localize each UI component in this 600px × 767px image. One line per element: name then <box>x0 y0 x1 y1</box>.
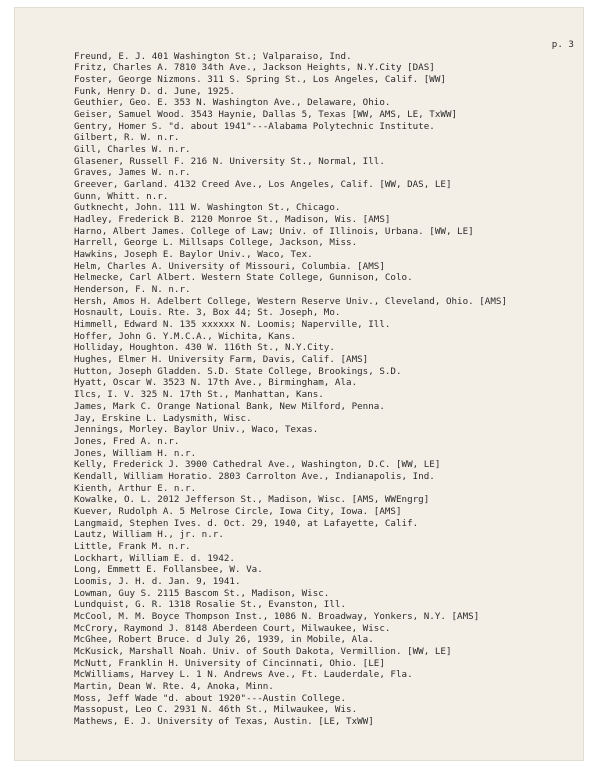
list-item <box>74 144 574 156</box>
list-item <box>74 634 574 646</box>
entry-text: Himmell, Edward N. 135 xxxxxx N. Loomis; Naperville, Ill. <box>74 319 391 331</box>
list-item <box>74 132 574 144</box>
entry-text: Gutknecht, John. 111 W. Washington St., Chicago. <box>74 202 341 214</box>
entry-text: McNutt, Franklin H. University of Cincinnati, Ohio. [LE] <box>74 657 385 669</box>
list-item <box>74 506 574 518</box>
list-item <box>74 179 574 191</box>
list-item <box>74 611 574 623</box>
entry-text: Helmecke, Carl Albert. Western State College, Gunnison, Colo. <box>74 272 413 284</box>
list-item <box>74 39 574 51</box>
list-item <box>74 669 574 681</box>
entry-text: Jennings, Morley. Baylor Univ., Waco, Texas. <box>74 424 319 436</box>
list-item <box>74 494 574 506</box>
list-item <box>74 553 574 565</box>
list-item <box>74 576 574 588</box>
entry-text: Geuthier, Geo. E. 353 N. Washington Ave., Delaware, Ohio. <box>74 97 391 109</box>
entry-text: Geiser, Samuel Wood. 3543 Haynie, Dallas 5, Texas [WW, AMS, LE, TxWW] <box>74 109 458 121</box>
entry-text: Hughes, Elmer H. University Farm, Davis, Calif. [AMS] <box>74 354 369 366</box>
entry-text: McWilliams, Harvey L. 1 N. Andrews Ave., Ft. Lauderdale, Fla. <box>74 669 413 681</box>
list-item <box>74 191 574 203</box>
entry-text: Gunn, Whitt. n.r. <box>74 190 169 202</box>
entry-text: Massopust, Leo C. 2931 N. 46th St., Milwaukee, Wis. <box>74 704 358 716</box>
list-item <box>74 319 574 331</box>
list-item <box>74 424 574 436</box>
entry-text: Jay, Erskine L. Ladysmith, Wisc. <box>74 412 252 424</box>
entry-text: Lundquist, G. R. 1318 Rosalie St., Evanston, Ill. <box>74 599 347 611</box>
entry-text: Hawkins, Joseph E. Baylor Univ., Waco, Tex. <box>74 249 313 261</box>
entry-text: Kowalke, O. L. 2012 Jefferson St., Madison, Wisc. [AMS, WWEngrg] <box>74 494 430 506</box>
list-item <box>74 693 574 705</box>
list-item <box>74 448 574 460</box>
entry-text: McCrory, Raymond J. 8148 Aberdeen Court, Milwaukee, Wisc. <box>74 622 391 634</box>
entry-text: Helm, Charles A. University of Missouri, Columbia. [AMS] <box>74 260 385 272</box>
list-item <box>74 214 574 226</box>
entry-text: James, Mark C. Orange National Bank, New Milford, Penna. <box>74 400 385 412</box>
entry-text: McGhee, Robert Bruce. d July 26, 1939, in Mobile, Ala. <box>74 634 374 646</box>
entry-text: Martin, Dean W. Rte. 4, Anoka, Minn. <box>74 680 274 692</box>
list-item <box>74 237 574 249</box>
list-item <box>74 296 574 308</box>
list-item <box>74 74 574 86</box>
list-item <box>74 459 574 471</box>
entry-text: Fritz, Charles A. 7810 34th Ave., Jackson Heights, N.Y.City [DAS] <box>74 62 435 74</box>
list-item <box>74 623 574 635</box>
list-item <box>74 716 574 728</box>
entry-text: Holliday, Houghton. 430 W. 116th St., N.Y.City. <box>74 342 335 354</box>
entry-text: Kendall, William Horatio. 2803 Carrolton Ave., Indianapolis, Ind. <box>74 470 435 482</box>
list-item <box>74 366 574 378</box>
list-item <box>74 342 574 354</box>
list-item <box>74 51 574 63</box>
entry-text: Lautz, William H., jr. n.r. <box>74 529 224 541</box>
list-item <box>74 202 574 214</box>
list-item <box>74 704 574 716</box>
entry-text: Kienth, Arthur E. n.r. <box>74 482 197 494</box>
entry-text: Harrell, George L. Millsaps College, Jackson, Miss. <box>74 237 358 249</box>
list-item <box>74 307 574 319</box>
list-item <box>74 331 574 343</box>
entry-text: Loomis, J. H. d. Jan. 9, 1941. <box>74 575 241 587</box>
list-item <box>74 261 574 273</box>
entry-text: Langmaid, Stephen Ives. d. Oct. 29, 1940, at Lafayette, Calif. <box>74 517 419 529</box>
list-item <box>74 518 574 530</box>
list-item <box>74 599 574 611</box>
list-item <box>74 284 574 296</box>
entry-text: Little, Frank M. n.r. <box>74 540 191 552</box>
list-item <box>74 377 574 389</box>
list-item <box>74 564 574 576</box>
list-item <box>74 658 574 670</box>
list-item <box>74 483 574 495</box>
list-item <box>74 401 574 413</box>
entry-text: Hutton, Joseph Gladden. S.D. State College, Brookings, S.D. <box>74 365 402 377</box>
entry-text: Hyatt, Oscar W. 3523 N. 17th Ave., Birmingham, Ala. <box>74 377 358 389</box>
list-item <box>74 86 574 98</box>
entry-text: Gentry, Homer S. "d. about 1941"---Alabama Polytechnic Institute. <box>74 120 435 132</box>
entry-text: Hosnault, Louis. Rte. 3, Box 44; St. Joseph, Mo. <box>74 307 341 319</box>
list-item <box>74 354 574 366</box>
list-item <box>74 471 574 483</box>
list-item <box>74 109 574 121</box>
list-item <box>74 226 574 238</box>
entry-text: Glasener, Russell F. 216 N. University St., Normal, Ill. <box>74 155 385 167</box>
entry-text: Ilcs, I. V. 325 N. 17th St., Manhattan, Kans. <box>74 389 324 401</box>
entry-text: Harno, Albert James. College of Law; Univ. of Illinois, Urbana. [WW, LE] <box>74 225 474 237</box>
list-item <box>74 156 574 168</box>
entry-text: Lockhart, William E. d. 1942. <box>74 552 235 564</box>
list-item <box>74 121 574 133</box>
directory-list <box>74 39 574 728</box>
entry-text: Gill, Charles W. n.r. <box>74 144 191 156</box>
entry-text: Funk, Henry D. d. June, 1925. <box>74 85 235 97</box>
entry-text: Graves, James W. n.r. <box>74 167 191 179</box>
list-item <box>74 62 574 74</box>
list-item <box>74 436 574 448</box>
list-item <box>74 681 574 693</box>
entry-text: McKusick, Marshall Noah. Univ. of South Dakota, Vermillion. [WW, LE] <box>74 645 452 657</box>
list-item <box>74 167 574 179</box>
list-item <box>74 413 574 425</box>
entry-text: Hersh, Amos H. Adelbert College, Western Reserve Univ., Cleveland, Ohio. [AMS] <box>74 295 508 307</box>
list-item <box>74 588 574 600</box>
entry-text: Lowman, Guy S. 2115 Bascom St., Madison, Wisc. <box>74 587 330 599</box>
list-item <box>74 646 574 658</box>
page-number: p. 3 <box>551 39 574 50</box>
entry-text: Kuever, Rudolph A. 5 Melrose Circle, Iowa City, Iowa. [AMS] <box>74 505 402 517</box>
list-item <box>74 97 574 109</box>
entry-text: Greever, Garland. 4132 Creed Ave., Los Angeles, Calif. [WW, DAS, LE] <box>74 179 452 191</box>
document-page <box>15 8 583 760</box>
list-item <box>74 249 574 261</box>
list-item <box>74 389 574 401</box>
list-item <box>74 541 574 553</box>
list-item <box>74 529 574 541</box>
entry-text: Moss, Jeff Wade "d. about 1920"---Austin College. <box>74 692 347 704</box>
entry-text: Gilbert, R. W. n.r. <box>74 132 180 144</box>
entry-text: Jones, Fred A. n.r. <box>74 435 180 447</box>
entry-text: Kelly, Frederick J. 3900 Cathedral Ave., Washington, D.C. [WW, LE] <box>74 459 441 471</box>
entry-text: Mathews, E. J. University of Texas, Austin. [LE, TxWW] <box>74 715 374 727</box>
entry-text: Foster, George Nizmons. 311 S. Spring St., Los Angeles, Calif. [WW] <box>74 74 446 86</box>
entry-text: McCool, M. M. Boyce Thompson Inst., 1086 N. Broadway, Yonkers, N.Y. [AMS] <box>74 610 480 622</box>
list-item <box>74 272 574 284</box>
entry-text: Hoffer, John G. Y.M.C.A., Wichita, Kans. <box>74 330 297 342</box>
entry-text: Jones, William H. n.r. <box>74 447 197 459</box>
entry-text: Henderson, F. N. n.r. <box>74 284 191 296</box>
entry-text: Freund, E. J. 401 Washington St.; Valparaiso, Ind. <box>74 50 352 62</box>
entry-text: Hadley, Frederick B. 2120 Monroe St., Madison, Wis. [AMS] <box>74 214 391 226</box>
entry-text: Long, Emmett E. Follansbee, W. Va. <box>74 564 263 576</box>
